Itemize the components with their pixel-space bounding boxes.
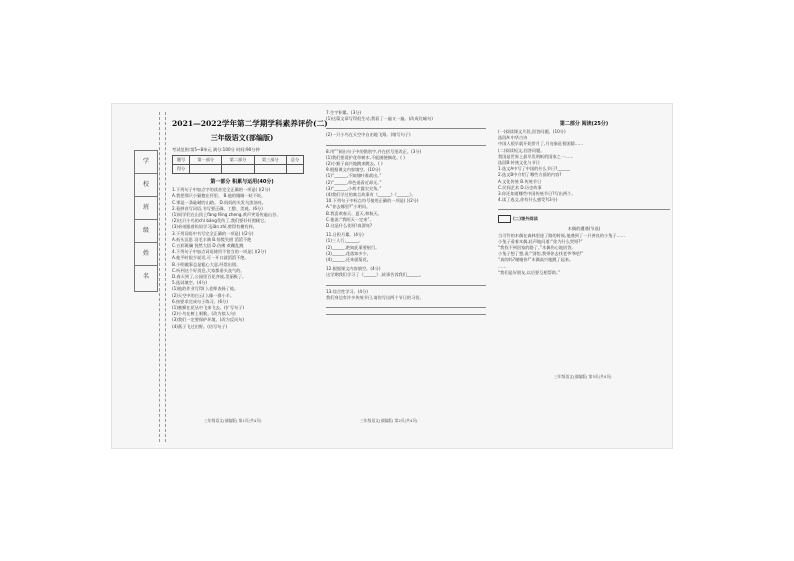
question-line: 13.综合性学习。(4分) (326, 288, 368, 294)
question-line: (2)小猴子高兴地跳来跳去。( ) (326, 161, 383, 167)
question-line: (1)蜜蜂在花丛中飞来飞去。(扩写句子) (172, 305, 245, 311)
binding-label: 姓 (135, 243, 157, 266)
answer-line[interactable] (326, 302, 486, 308)
question-line: (2)______,绝知此事要躬行。 (326, 244, 380, 250)
question-line: (2)天空中的白云( ),像一群小羊。 (172, 292, 235, 298)
binding-label: 级 (135, 220, 157, 243)
reading-heading-text: (二)课外阅读 (513, 216, 538, 222)
answer-line[interactable] (498, 204, 670, 210)
question-line: C.民间艺术 D.历史故事 (498, 184, 542, 190)
question-line: (二)阅读短文,回答问题。 (498, 147, 545, 153)
question-line: 9.根据课文内容填空。(10分) (326, 167, 381, 173)
question-line: B.我喜欢春天、夏天,和秋天。 (326, 210, 382, 216)
question-line: (2)小鸟在树上唱歌。(改为拟人句) (172, 311, 236, 317)
question-line: C.五彩斑斓 恍然大悟 D.仿佛 欢蹦乱跳 (172, 243, 244, 249)
question-line: D.这是什么花呀!真漂亮? (326, 223, 373, 229)
question-line: 1.选文A中写了中国的什么节日?______ (498, 166, 570, 172)
answer-line[interactable] (326, 123, 486, 129)
question-line: 8.用“”画出句子中的错别字,并在括号里改正。(3分) (326, 148, 422, 154)
binding-strip (134, 150, 158, 292)
question-line: 2.看拼音写词语,书写要正确、工整、美观。(6分) (172, 205, 263, 211)
question-line: (2)一只小鸟在天空中自由地飞翔。(缩写句子) (326, 132, 411, 138)
story-line: “我们是好朋友,以后要互相帮助。” (498, 269, 561, 275)
score-cell[interactable] (254, 165, 286, 174)
question-line: A.低头沉思 羽毛丰满 B.惊慌失措 滔滔不绝 (172, 236, 252, 242)
exam-page-2 (320, 104, 488, 448)
question-line: C.那是一条陡峭的山路。 D.妈妈的头发乌黑油亮。 (172, 199, 266, 205)
question-line: A.他平时很少说话,可一开口就滔滔不绝。 (172, 255, 249, 261)
question-line: 1.下列句子中加点字的读音完全正确的一项是( )(2分) (172, 187, 271, 193)
binding-label: 名 (142, 273, 149, 280)
question-line: 11.日积月累。(4分) (326, 232, 364, 238)
question-line: (4)我们学过的寓言故事有《______》《______》。 (326, 192, 416, 198)
question-line: (4)燕子飞过田野。(仿写句子) (172, 323, 228, 329)
section-heading: 第二部分 阅读(25分) (559, 121, 609, 127)
question-line: C.听到这个好消息,大家都垂头丧气的。 (172, 267, 245, 273)
question-line: 10.下列句子中标点符号使用正确的一项是( )(2分) (326, 198, 419, 204)
score-header: 总分 (286, 156, 303, 165)
question-line: A.我把那只小猫抱在怀里。 B.他的眼睛一眨不眨。 (172, 193, 266, 199)
question-line: (3)______,花落知多少。 (326, 250, 371, 256)
question-line: 6.按要求完成句子练习。(6分) (172, 298, 228, 304)
question-line: (2)这只小鸟的chì bǎng受伤了,我们要好好照顾它。 (172, 218, 269, 224)
score-header: 第二部分 (222, 156, 254, 165)
question-line: (1)我们要爱护花草树木,不能随便摘花。( ) (326, 154, 405, 160)
question-line: (1)“______,不知细叶谁裁出。” (326, 173, 382, 179)
binding-label: 校 (135, 174, 157, 197)
story-line: 小兔子看着木偶,轻声地问道:“你为什么哭呀?” (498, 238, 583, 244)
question-line: 选段A:中华古诗 (498, 135, 528, 141)
score-row-label: 得分 (173, 165, 190, 174)
question-line: 4.读了选文,你有什么感受?(3分) (498, 197, 558, 203)
question-line: A.“你去哪里?”小明问。 (326, 204, 371, 210)
exam-sheet (112, 104, 672, 448)
binding-cut-line (159, 112, 160, 442)
question-line: (一)阅读课文片段,回答问题。(10分) (498, 129, 566, 134)
score-cell[interactable] (222, 165, 254, 174)
page-footer: 三年级语文(部编版) 第1页(共4页) (204, 418, 262, 423)
question-line: C.他说:“我明天一定来”。 (326, 216, 374, 222)
question-line: 3.你还知道哪些中国传统节日?写出两个。 (498, 191, 576, 197)
question-line: 3.下列词语中书写完全正确的一项是( )(2分) (172, 230, 254, 236)
question-list (172, 187, 312, 330)
question-line: 我国是世界上最早发明纸的国家之一…… (498, 153, 574, 159)
question-line: (1)三人行,______。 (326, 238, 363, 244)
question-line: (1)这篇文章写得很生动,我看了一遍又一遍。(改成比喻句) (326, 116, 433, 122)
answer-line[interactable] (326, 140, 486, 146)
question-line: 2.选文B中介绍了哪些方面的内容? (498, 172, 562, 178)
exam-info: 考试范围:第5~8单元 满分:100分 时间:90分钟 (172, 147, 260, 152)
page-footer: 三年级语文(部编版) 第2页(共4页) (360, 418, 418, 423)
score-cell[interactable] (286, 165, 303, 174)
question-line: 5.选词填空。(4分) (172, 280, 208, 286)
score-header: 第一部分 (190, 156, 222, 165)
question-line: 中国人很早就开始赏月了,月亮象征着团圆…… (498, 141, 584, 147)
story-line: 当可怜的木偶在森林里迷了路的时候,他遇到了一只善良的小兔子…… (498, 232, 625, 238)
question-line: 12.根据课文内容填空。(4分) (326, 266, 381, 272)
question-line: 选段B:传统文化与节日 (498, 160, 540, 166)
binding-cut-line (165, 112, 166, 442)
score-cell[interactable] (190, 165, 222, 174)
binding-label: 学 (135, 151, 157, 174)
binding-label: 班 (135, 197, 157, 220)
question-line: 7.生字积累。(3分) (326, 110, 362, 115)
story-title: 木偶的遭遇(节选) (567, 226, 601, 232)
story-line: 小兔子想了想,说:“别怕,我带你去找老爷爷吧!” (498, 251, 584, 257)
answer-line[interactable] (326, 309, 486, 315)
question-line: 4.下列句子中加点词语使用不恰当的一项是( )(2分) (172, 249, 267, 255)
score-header: 题号 (173, 156, 190, 165)
exam-subtitle: 三年级语文(部编版) (210, 133, 274, 142)
question-line: D.春天到了,公园里百花齐放,美丽极了。 (172, 274, 247, 280)
story-line: …… (498, 263, 507, 269)
answer-line[interactable] (326, 280, 486, 286)
question-line: A.文化传统 B.传统节日 (498, 178, 542, 184)
reading-heading (498, 215, 670, 223)
question-line: (3)我们一定要保护环境。(改为反问句) (172, 317, 245, 323)
question-line: (1)同学们在山顶上fàng fēng zheng,欢声笑语传遍山谷。 (172, 212, 281, 218)
question-line: (3)“______,小荷才露尖尖角。” (326, 185, 382, 191)
question-line: (3)弟弟跟着妈妈学习jiǎn zhǐ,剪得有模有样。 (172, 224, 257, 230)
question-line: (4)______,还来就菊花。 (326, 257, 371, 263)
story-line: “真的吗?谢谢你!”木偶高兴地跳了起来。 (498, 257, 574, 263)
exam-page-1 (112, 104, 328, 448)
score-header: 第三部分 (254, 156, 286, 165)
exam-title: 2021—2022学年第二学期学科素养评价(二) (172, 119, 328, 128)
question-line: B.小明做事总是粗心大意,经常出错。 (172, 261, 241, 267)
question-line: (2)“______,草色遥看近却无。” (326, 179, 382, 185)
question-line: 这学期我们学习了《______》,故事告诉我们______。 (326, 272, 424, 278)
page-footer: 三年级语文(部编版) 第3页(共4页) (554, 374, 612, 379)
exam-page-3 (494, 104, 672, 448)
story-line: “我找不到回家的路了。”木偶伤心地回答。 (498, 245, 576, 251)
question-line: 我们身边有许多传统节日,请你写出两个节日的习俗。 (326, 294, 424, 300)
question-line: (1)他的作业写得( ),老师表扬了他。 (172, 286, 239, 292)
section-heading: 第一部分 积累与运用(40分) (210, 179, 274, 186)
section-box-icon (498, 215, 511, 223)
score-table (172, 155, 304, 174)
